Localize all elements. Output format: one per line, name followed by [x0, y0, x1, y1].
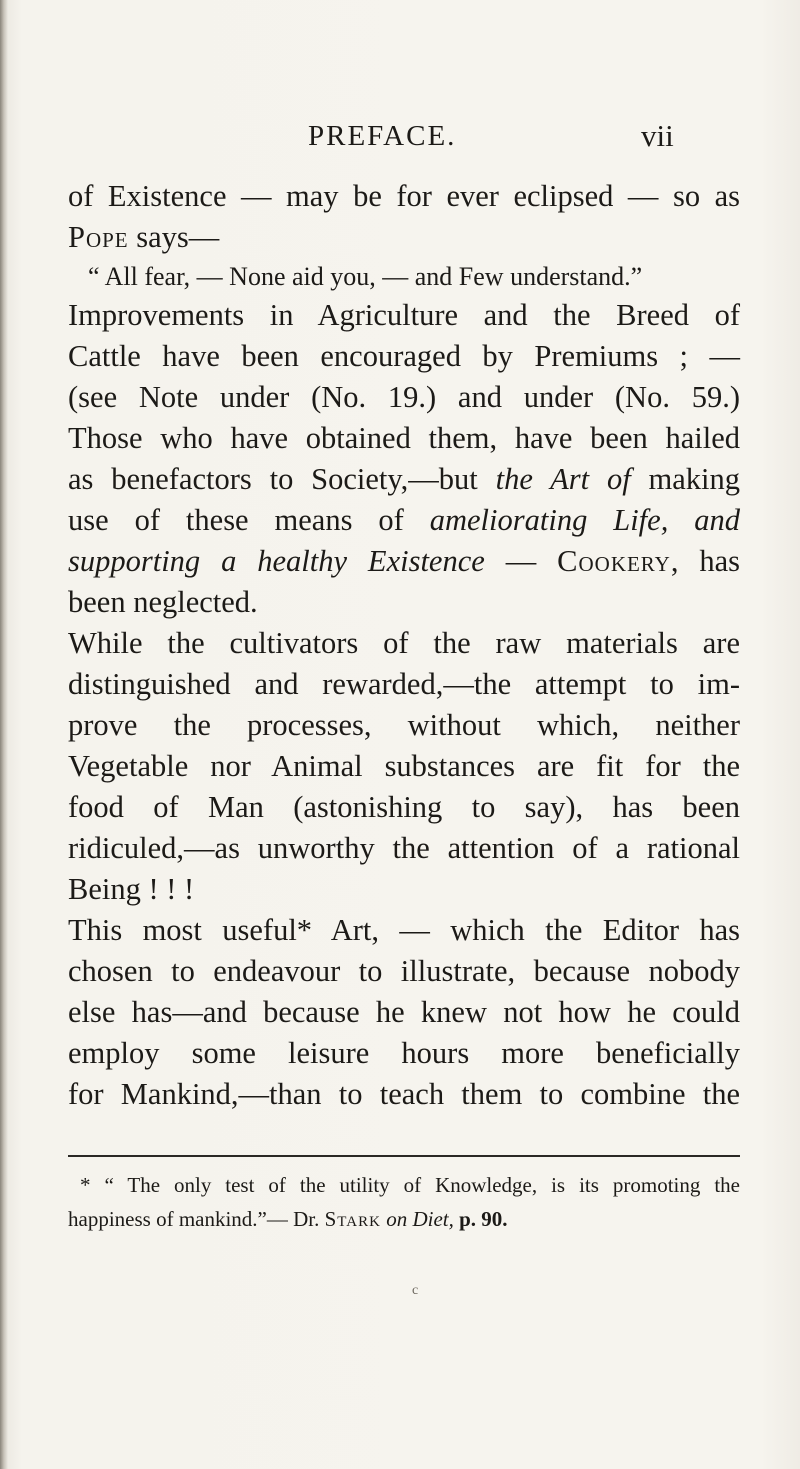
footnote-author: Stark [324, 1207, 381, 1231]
text-fragment: , has [670, 544, 741, 578]
italic-fragment: supporting a healthy Existence [68, 544, 485, 578]
italic-fragment: on [386, 1207, 408, 1231]
text-line [68, 541, 740, 582]
text-line: Vegetable nor Animal substances are fit for the [68, 749, 740, 783]
italic-fragment: the Art of [495, 462, 631, 496]
signature-mark: c [412, 1283, 419, 1298]
text-fragment: — [505, 544, 558, 578]
small-caps-cookery: Cookery [557, 544, 671, 578]
text-line: Being ! ! ! [68, 872, 195, 906]
text-line: prove the processes, without which, neither [68, 708, 740, 742]
text-line: While the cultivators of the raw materials are [68, 626, 740, 660]
text-fragment: says— [136, 220, 220, 254]
text-fragment: as benefactors to Society,—but [68, 462, 478, 496]
page-number: vii [641, 118, 674, 153]
footnote-line: * “ The only test of the utility of Knowledge, is its promoting the [80, 1173, 740, 1197]
text-line [68, 217, 740, 258]
footnote-rule [68, 1155, 740, 1157]
text-fragment: making [648, 462, 740, 496]
text-line: Those who have obtained them, have been hailed [68, 421, 740, 455]
footnote-work-title: Diet, [412, 1207, 454, 1231]
body-text [68, 176, 740, 1115]
quotation-line: “ All fear, — None aid you, — and Few understand.” [88, 262, 643, 291]
text-line: food of Man (astonishing to say), has been [68, 790, 740, 824]
running-head-title: PREFACE. [308, 120, 457, 152]
page-gutter-shadow [0, 0, 8, 1469]
text-line: distinguished and rewarded,—the attempt to im- [68, 667, 740, 701]
text-line [68, 459, 740, 500]
text-fragment: use of these means of [68, 503, 404, 537]
text-line: ridiculed,—as unworthy the attention of a rational [68, 831, 740, 865]
text-line: been neglected. [68, 585, 258, 619]
text-fragment: happiness of mankind.”— Dr. [68, 1207, 320, 1231]
text-line: (see Note under (No. 19.) and under (No. 59.) [68, 380, 740, 414]
text-line: employ some leisure hours more beneficially [68, 1036, 740, 1070]
footnote-line [68, 1202, 740, 1236]
text-line: Improvements in Agriculture and the Breed of [68, 298, 740, 332]
author-name-pope: Pope [68, 220, 129, 254]
footnote [68, 1168, 740, 1236]
footnote-page: p. 90. [459, 1207, 508, 1231]
text-line: else has—and because he knew not how he could [68, 995, 740, 1029]
text-line: for Mankind,—than to teach them to combine the [68, 1077, 740, 1111]
running-head [0, 116, 800, 166]
text-line: chosen to endeavour to illustrate, because nobody [68, 954, 740, 988]
text-line: This most useful* Art, — which the Editor has [68, 913, 740, 947]
italic-fragment: ameliorating Life, and [429, 503, 741, 537]
text-line: of Existence — may be for ever eclipsed — so as [68, 179, 740, 213]
text-line: Cattle have been encouraged by Premiums ; — [68, 339, 740, 373]
text-line [68, 500, 740, 541]
